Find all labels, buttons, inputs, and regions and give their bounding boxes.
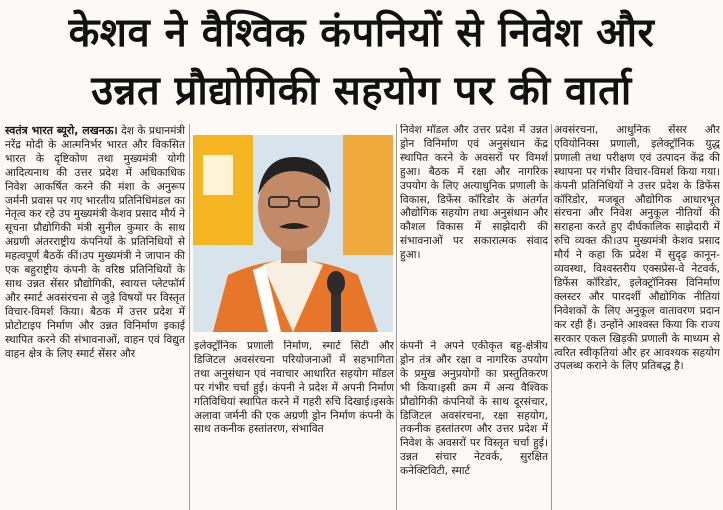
person-portrait-icon [193,135,393,332]
article-column-4 [400,340,548,510]
article-column-2 [194,340,394,510]
article-column-5 [554,124,720,510]
byline: स्वतंत्र भारत ब्यूरो, लखनऊ। [5,124,118,137]
column-divider [551,124,552,510]
column-1-text: देश के प्रधानमंत्री नरेंद्र मोदी के आत्मनिर्भर भारत और विकसित भारत के दृष्टिकोण तथा मुख्यमंत्री योगी आदित्यनाथ की उत्तर प्रदेश में अधिकाधिक निवेश आकर्षित करने की मंशा के अनुरूप जर्मनी प्रवास पर गए भारतीय प्रतिनिधिमंडल का नेतृत्व कर रहे उप मुख्यमंत्री केशव प्रसाद मौर्य ने सूचना प्रौद्योगिकी मंत्री सुनील कुमार के साथ अग्रणी अंतरराष्ट्रीय कंपनियों के प्रतिनिधियों से महत्वपूर्ण बैठकें कीं।उप मुख्यमंत्री ने जापान की एक बहुराष्ट्रीय कंपनी के वरिष्ठ प्रतिनिधियों के साथ उन्नत सेंसर प्रौद्योगिकी, स्वायत्त प्लेटफॉर्म और स्मार्ट अवसंरचना से जुड़े विषयों पर विस्तृत विचार-विमर्श किया। बैठक में उत्तर प्रदेश में प्रोटोटाइप निर्माण और उन्नत विनिर्माण इकाई स्थापित करने की संभावनाओं, वाहन एवं विद्युत वाहन क्षेत्र के लिए स्मार्ट सेंसर और [5,125,185,360]
article-column-1 [5,124,185,510]
article-column-3 [400,124,548,334]
column-2-text: इलेक्ट्रॉनिक प्रणाली निर्माण, स्मार्ट सिटी और डिजिटल अवसंरचना परियोजनाओं में सहभागिता तथा अनुसंधान एवं नवाचार आधारित सहयोग मॉडल पर गंभीर चर्चा हुई। कंपनी ने प्रदेश में अपनी निर्माण गतिविधियां स्थापित करने में गहरी रुचि दिखाई।इसके अलावा जर्मनी की एक अग्रणी ड्रोन निर्माण कंपनी के साथ तकनीक हस्तांतरण, संभावित [194,340,394,436]
column-3-text: निवेश मॉडल और उत्तर प्रदेश में उन्नत ड्रोन विनिर्माण एवं अनुसंधान केंद्र स्थापित करने के अवसरों पर विमर्श हुआ। बैठक में रक्षा और नागरिक उपयोग के लिए अत्याधुनिक प्रणाली के विकास, डिफेंस कॉरिडोर के अंतर्गत औद्योगिक सहयोग तथा अनुसंधान और कौशल विकास में साझेदारी की संभावनाओं पर सकारात्मक संवाद हुआ। [400,124,548,262]
headline-line-2: उन्नत प्रौद्योगिकी सहयोग पर की वार्ता [91,68,632,114]
news-photo [193,135,393,332]
column-5-text: अवसंरचना, आधुनिक सेंसर और एवियोनिक्स प्रणाली, इलेक्ट्रॉनिक युद्ध प्रणाली तथा परीक्षण एवं उत्पादन केंद्र की स्थापना पर गंभीर विचार-विमर्श किया गया। कंपनी प्रतिनिधियों ने उत्तर प्रदेश के डिफेंस कॉरिडोर, मजबूत औद्योगिक आधारभूत संरचना और निवेश अनुकूल नीतियों की सराहना करते हुए दीर्घकालिक साझेदारी में रुचि व्यक्त की।उप मुख्यमंत्री केशव प्रसाद मौर्य ने कहा कि प्रदेश में सुदृढ़ कानून-व्यवस्था, विश्वस्तरीय एक्सप्रेस-वे नेटवर्क, डिफेंस कॉरिडोर, इलेक्ट्रॉनिक्स विनिर्माण क्लस्टर और पारदर्शी औद्योगिक नीतियां निवेशकों के लिए अनुकूल वातावरण प्रदान कर रही हैं। उन्होंने आश्वस्त किया कि राज्य सरकार एकल खिड़की प्रणाली के माध्यम से त्वरित स्वीकृतियां और हर आवश्यक सहयोग उपलब्ध कराने के लिए प्रतिबद्ध है। [554,124,720,373]
column-divider [396,124,397,510]
column-divider [189,124,190,510]
headline-line-1: केशव ने वैश्विक कंपनियों से निवेश और [68,10,655,56]
column-4-text: कंपनी ने अपने एकीकृत बहु-क्षेत्रीय ड्रोन तंत्र और रक्षा व नागरिक उपयोग के प्रमुख अनुप्रयोगों का प्रस्तुतिकरण भी किया।इसी क्रम में अन्य वैश्विक प्रौद्योगिकी कंपनियों के साथ दूरसंचार, डिजिटल अवसंरचना, रक्षा सहयोग, तकनीक हस्तांतरण और उत्तर प्रदेश में निवेश के अवसरों पर विस्तृत चर्चा हुई। उन्नत संचार नेटवर्क, सुरक्षित कनेक्टिविटी, स्मार्ट [400,340,548,478]
